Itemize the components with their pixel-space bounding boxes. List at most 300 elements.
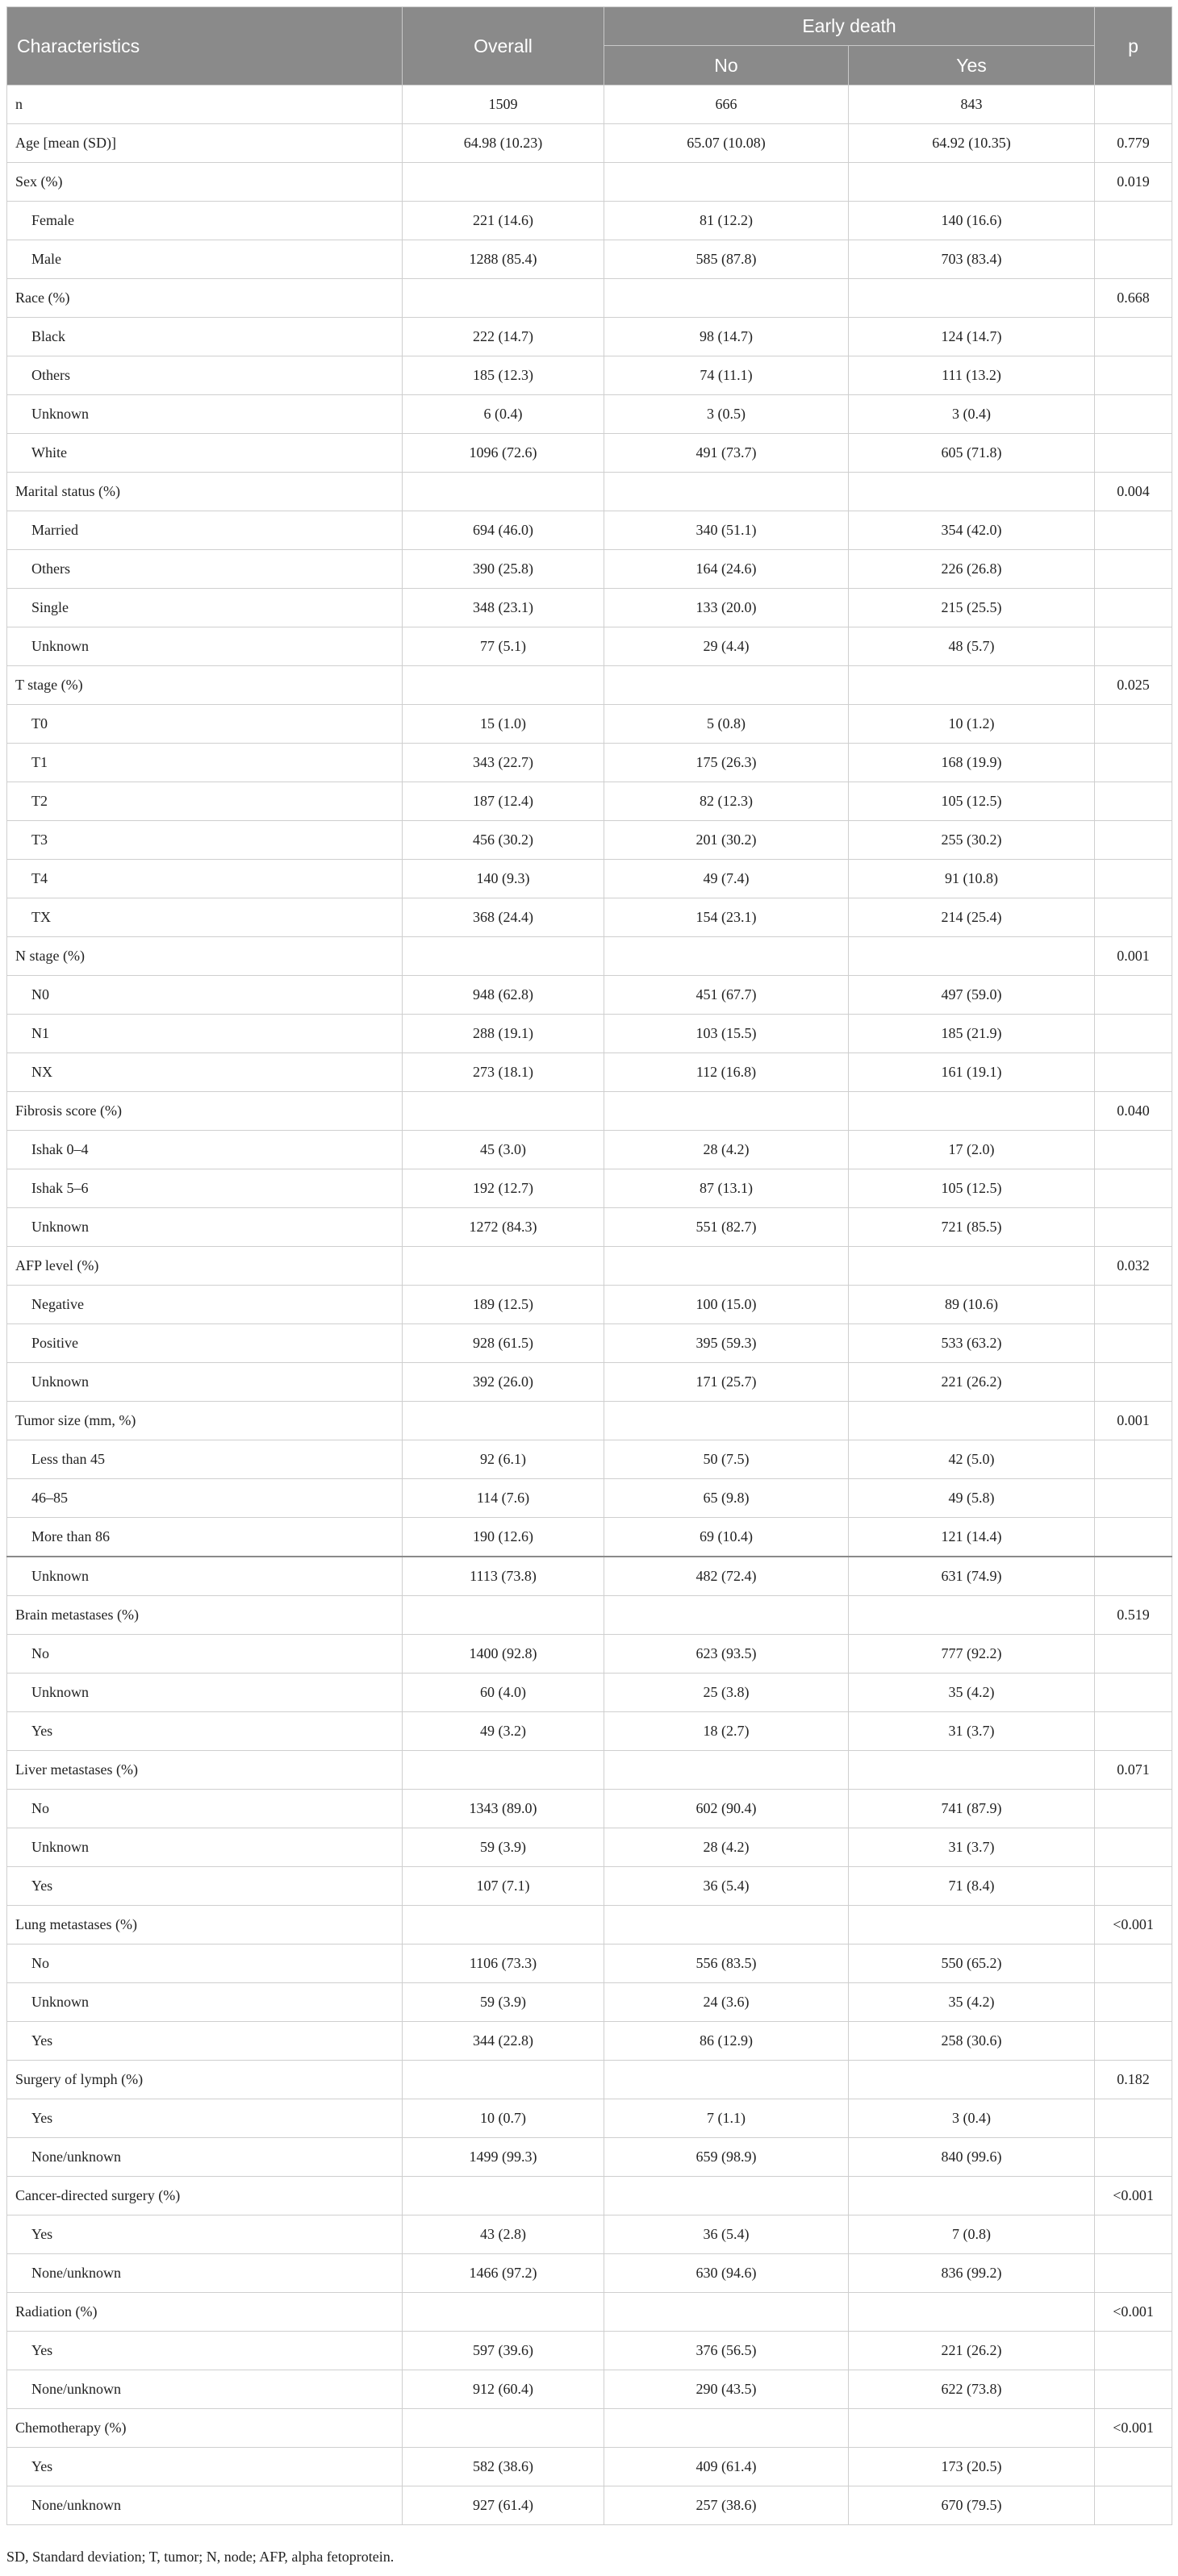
cell-yes: 3 (0.4) — [849, 2099, 1095, 2138]
cell-p — [1095, 821, 1172, 860]
cell-overall: 187 (12.4) — [403, 782, 604, 821]
row-label: Yes — [7, 2448, 403, 2486]
cell-no: 551 (82.7) — [604, 1208, 849, 1247]
cell-p — [1095, 782, 1172, 821]
cell-overall: 597 (39.6) — [403, 2332, 604, 2370]
cell-no: 556 (83.5) — [604, 1945, 849, 1983]
cell-yes — [849, 279, 1095, 318]
cell-no — [604, 1596, 849, 1635]
cell-no: 65 (9.8) — [604, 1479, 849, 1518]
cell-p: 0.001 — [1095, 1402, 1172, 1440]
cell-no: 81 (12.2) — [604, 202, 849, 240]
cell-overall — [403, 163, 604, 202]
cell-no — [604, 1247, 849, 1286]
cell-yes — [849, 937, 1095, 976]
cell-yes — [849, 1402, 1095, 1440]
cell-overall: 189 (12.5) — [403, 1286, 604, 1324]
cell-no: 3 (0.5) — [604, 395, 849, 434]
cell-no: 409 (61.4) — [604, 2448, 849, 2486]
cell-no: 25 (3.8) — [604, 1674, 849, 1712]
cell-no: 290 (43.5) — [604, 2370, 849, 2409]
cell-overall: 368 (24.4) — [403, 898, 604, 937]
cell-yes: 111 (13.2) — [849, 356, 1095, 395]
cell-no — [604, 666, 849, 705]
cell-overall: 1343 (89.0) — [403, 1790, 604, 1828]
cell-yes: 631 (74.9) — [849, 1557, 1095, 1596]
cell-no: 133 (20.0) — [604, 589, 849, 627]
row-label: Less than 45 — [7, 1440, 403, 1479]
cell-yes: 105 (12.5) — [849, 1169, 1095, 1208]
table-row — [7, 627, 1172, 666]
row-label: Ishak 0–4 — [7, 1131, 403, 1169]
cell-p — [1095, 1635, 1172, 1674]
cell-p — [1095, 2138, 1172, 2177]
row-label: Unknown — [7, 1983, 403, 2022]
cell-no: 340 (51.1) — [604, 511, 849, 550]
table-row — [7, 1092, 1172, 1131]
cell-yes — [849, 473, 1095, 511]
row-label: T stage (%) — [7, 666, 403, 705]
cell-p: 0.519 — [1095, 1596, 1172, 1635]
table-row — [7, 202, 1172, 240]
cell-overall: 343 (22.7) — [403, 744, 604, 782]
cell-yes — [849, 163, 1095, 202]
cell-no: 623 (93.5) — [604, 1635, 849, 1674]
table-row — [7, 1363, 1172, 1402]
row-label: None/unknown — [7, 2138, 403, 2177]
cell-yes: 226 (26.8) — [849, 550, 1095, 589]
table-row — [7, 1906, 1172, 1945]
table-row — [7, 744, 1172, 782]
cell-yes: 185 (21.9) — [849, 1015, 1095, 1053]
cell-no: 164 (24.6) — [604, 550, 849, 589]
cell-p — [1095, 1053, 1172, 1092]
cell-overall: 1096 (72.6) — [403, 434, 604, 473]
cell-p — [1095, 1363, 1172, 1402]
table-row — [7, 2061, 1172, 2099]
cell-p — [1095, 1479, 1172, 1518]
cell-p — [1095, 85, 1172, 124]
table-row — [7, 434, 1172, 473]
cell-p — [1095, 550, 1172, 589]
cell-overall: 185 (12.3) — [403, 356, 604, 395]
table-row — [7, 356, 1172, 395]
cell-yes: 721 (85.5) — [849, 1208, 1095, 1247]
cell-overall: 1499 (99.3) — [403, 2138, 604, 2177]
cell-overall: 221 (14.6) — [403, 202, 604, 240]
cell-no: 36 (5.4) — [604, 1867, 849, 1906]
row-label: No — [7, 1945, 403, 1983]
cell-no: 82 (12.3) — [604, 782, 849, 821]
cell-yes — [849, 666, 1095, 705]
cell-no: 7 (1.1) — [604, 2099, 849, 2138]
cell-p: <0.001 — [1095, 2293, 1172, 2332]
cell-overall: 1288 (85.4) — [403, 240, 604, 279]
cell-no: 29 (4.4) — [604, 627, 849, 666]
header-yes: Yes — [849, 46, 1095, 85]
cell-p — [1095, 589, 1172, 627]
row-label: T3 — [7, 821, 403, 860]
table-row — [7, 782, 1172, 821]
cell-p — [1095, 860, 1172, 898]
cell-overall: 392 (26.0) — [403, 1363, 604, 1402]
table-row — [7, 85, 1172, 124]
cell-yes: 258 (30.6) — [849, 2022, 1095, 2061]
row-label: Yes — [7, 1867, 403, 1906]
row-label: N0 — [7, 976, 403, 1015]
row-label: Unknown — [7, 1828, 403, 1867]
row-label: Positive — [7, 1324, 403, 1363]
cell-no — [604, 163, 849, 202]
cell-p — [1095, 1790, 1172, 1828]
table-row — [7, 1402, 1172, 1440]
cell-overall: 390 (25.8) — [403, 550, 604, 589]
cell-overall: 60 (4.0) — [403, 1674, 604, 1712]
cell-yes — [849, 1092, 1095, 1131]
cell-yes: 168 (19.9) — [849, 744, 1095, 782]
cell-yes: 10 (1.2) — [849, 705, 1095, 744]
row-label: None/unknown — [7, 2370, 403, 2409]
cell-overall: 140 (9.3) — [403, 860, 604, 898]
cell-overall — [403, 1751, 604, 1790]
cell-no: 376 (56.5) — [604, 2332, 849, 2370]
cell-yes: 121 (14.4) — [849, 1518, 1095, 1557]
cell-p — [1095, 705, 1172, 744]
table-row — [7, 2215, 1172, 2254]
table-row — [7, 1867, 1172, 1906]
cell-p — [1095, 1015, 1172, 1053]
table-row — [7, 666, 1172, 705]
row-label: Ishak 5–6 — [7, 1169, 403, 1208]
cell-no — [604, 1092, 849, 1131]
cell-no: 395 (59.3) — [604, 1324, 849, 1363]
cell-p — [1095, 1557, 1172, 1596]
cell-yes: 7 (0.8) — [849, 2215, 1095, 2254]
cell-no: 74 (11.1) — [604, 356, 849, 395]
row-label: N1 — [7, 1015, 403, 1053]
cell-no: 201 (30.2) — [604, 821, 849, 860]
row-label: Unknown — [7, 1674, 403, 1712]
cell-overall: 927 (61.4) — [403, 2486, 604, 2525]
row-label: N stage (%) — [7, 937, 403, 976]
table-row — [7, 1286, 1172, 1324]
cell-no: 112 (16.8) — [604, 1053, 849, 1092]
row-label: Unknown — [7, 1557, 403, 1596]
row-label: No — [7, 1635, 403, 1674]
cell-overall: 456 (30.2) — [403, 821, 604, 860]
header-p: p — [1095, 7, 1172, 85]
cell-no: 86 (12.9) — [604, 2022, 849, 2061]
row-label: Negative — [7, 1286, 403, 1324]
cell-overall: 1106 (73.3) — [403, 1945, 604, 1983]
cell-no: 482 (72.4) — [604, 1557, 849, 1596]
cell-p — [1095, 2215, 1172, 2254]
row-label: Marital status (%) — [7, 473, 403, 511]
table-row — [7, 2370, 1172, 2409]
cell-overall: 912 (60.4) — [403, 2370, 604, 2409]
cell-no: 491 (73.7) — [604, 434, 849, 473]
cell-yes: 777 (92.2) — [849, 1635, 1095, 1674]
row-label: T1 — [7, 744, 403, 782]
row-label: T2 — [7, 782, 403, 821]
cell-no: 28 (4.2) — [604, 1828, 849, 1867]
cell-yes: 91 (10.8) — [849, 860, 1095, 898]
cell-p — [1095, 1712, 1172, 1751]
row-label: Unknown — [7, 395, 403, 434]
table-row — [7, 550, 1172, 589]
cell-yes: 605 (71.8) — [849, 434, 1095, 473]
table-row — [7, 1945, 1172, 1983]
cell-yes: 533 (63.2) — [849, 1324, 1095, 1363]
cell-overall: 1400 (92.8) — [403, 1635, 604, 1674]
cell-overall: 190 (12.6) — [403, 1518, 604, 1557]
cell-overall: 344 (22.8) — [403, 2022, 604, 2061]
cell-p — [1095, 2448, 1172, 2486]
cell-overall — [403, 1906, 604, 1945]
cell-p — [1095, 976, 1172, 1015]
cell-p — [1095, 1131, 1172, 1169]
row-label: Sex (%) — [7, 163, 403, 202]
cell-p — [1095, 1828, 1172, 1867]
cell-no: 50 (7.5) — [604, 1440, 849, 1479]
cell-yes — [849, 1247, 1095, 1286]
header-early-death: Early death — [604, 7, 1095, 46]
row-label: NX — [7, 1053, 403, 1092]
cell-no — [604, 2061, 849, 2099]
cell-no: 154 (23.1) — [604, 898, 849, 937]
table-row — [7, 2448, 1172, 2486]
cell-overall: 43 (2.8) — [403, 2215, 604, 2254]
table-header — [7, 7, 1172, 85]
cell-overall: 288 (19.1) — [403, 1015, 604, 1053]
row-label: Fibrosis score (%) — [7, 1092, 403, 1131]
cell-overall: 1466 (97.2) — [403, 2254, 604, 2293]
cell-overall: 6 (0.4) — [403, 395, 604, 434]
cell-yes: 105 (12.5) — [849, 782, 1095, 821]
table-row — [7, 2332, 1172, 2370]
table-row — [7, 279, 1172, 318]
cell-overall: 348 (23.1) — [403, 589, 604, 627]
cell-overall — [403, 666, 604, 705]
table-row — [7, 1440, 1172, 1479]
cell-p — [1095, 1286, 1172, 1324]
table-row — [7, 860, 1172, 898]
cell-no: 171 (25.7) — [604, 1363, 849, 1402]
cell-overall — [403, 1596, 604, 1635]
cell-yes: 35 (4.2) — [849, 1983, 1095, 2022]
cell-no — [604, 473, 849, 511]
cell-yes — [849, 2409, 1095, 2448]
cell-p: 0.019 — [1095, 163, 1172, 202]
cell-yes — [849, 1596, 1095, 1635]
cell-yes: 48 (5.7) — [849, 627, 1095, 666]
table-row — [7, 705, 1172, 744]
cell-p — [1095, 744, 1172, 782]
cell-overall: 1113 (73.8) — [403, 1557, 604, 1596]
cell-overall — [403, 279, 604, 318]
table-row — [7, 2138, 1172, 2177]
cell-overall: 273 (18.1) — [403, 1053, 604, 1092]
cell-no — [604, 1751, 849, 1790]
cell-p — [1095, 1674, 1172, 1712]
row-label: Race (%) — [7, 279, 403, 318]
cell-yes: 71 (8.4) — [849, 1867, 1095, 1906]
cell-overall: 694 (46.0) — [403, 511, 604, 550]
cell-no — [604, 279, 849, 318]
table-row — [7, 395, 1172, 434]
cell-yes: 215 (25.5) — [849, 589, 1095, 627]
table-row — [7, 1828, 1172, 1867]
table-row — [7, 163, 1172, 202]
table-row — [7, 821, 1172, 860]
cell-yes: 836 (99.2) — [849, 2254, 1095, 2293]
cell-no — [604, 1402, 849, 1440]
table-row — [7, 2293, 1172, 2332]
table-row — [7, 1790, 1172, 1828]
row-label: None/unknown — [7, 2254, 403, 2293]
cell-overall — [403, 2293, 604, 2332]
cell-yes — [849, 1751, 1095, 1790]
cell-yes: 221 (26.2) — [849, 2332, 1095, 2370]
row-label: No — [7, 1790, 403, 1828]
table-row — [7, 1596, 1172, 1635]
table-container — [6, 6, 1172, 2525]
row-label: T0 — [7, 705, 403, 744]
cell-overall — [403, 937, 604, 976]
cell-p: 0.182 — [1095, 2061, 1172, 2099]
cell-yes: 497 (59.0) — [849, 976, 1095, 1015]
cell-yes: 89 (10.6) — [849, 1286, 1095, 1324]
table-row — [7, 1983, 1172, 2022]
cell-yes: 31 (3.7) — [849, 1712, 1095, 1751]
cell-no: 666 — [604, 85, 849, 124]
table-row — [7, 2177, 1172, 2215]
cell-p — [1095, 240, 1172, 279]
cell-no: 65.07 (10.08) — [604, 124, 849, 163]
cell-p — [1095, 898, 1172, 937]
cell-yes: 255 (30.2) — [849, 821, 1095, 860]
row-label: AFP level (%) — [7, 1247, 403, 1286]
cell-p — [1095, 434, 1172, 473]
cell-no: 103 (15.5) — [604, 1015, 849, 1053]
row-label: Unknown — [7, 627, 403, 666]
cell-overall: 59 (3.9) — [403, 1828, 604, 1867]
cell-p — [1095, 1945, 1172, 1983]
row-label: Yes — [7, 1712, 403, 1751]
table-row — [7, 124, 1172, 163]
table-row — [7, 1169, 1172, 1208]
row-label: Married — [7, 511, 403, 550]
header-overall: Overall — [403, 7, 604, 85]
cell-p: 0.071 — [1095, 1751, 1172, 1790]
cell-no: 28 (4.2) — [604, 1131, 849, 1169]
row-label: Liver metastases (%) — [7, 1751, 403, 1790]
cell-overall: 222 (14.7) — [403, 318, 604, 356]
cell-overall: 1272 (84.3) — [403, 1208, 604, 1247]
row-label: Yes — [7, 2215, 403, 2254]
cell-no: 24 (3.6) — [604, 1983, 849, 2022]
cell-overall: 10 (0.7) — [403, 2099, 604, 2138]
table-row — [7, 898, 1172, 937]
table-row — [7, 1751, 1172, 1790]
cell-p — [1095, 2099, 1172, 2138]
row-label: Unknown — [7, 1363, 403, 1402]
cell-yes — [849, 2061, 1095, 2099]
table-row — [7, 240, 1172, 279]
cell-p — [1095, 1867, 1172, 1906]
cell-p — [1095, 2332, 1172, 2370]
cell-overall: 192 (12.7) — [403, 1169, 604, 1208]
cell-overall: 948 (62.8) — [403, 976, 604, 1015]
cell-no: 451 (67.7) — [604, 976, 849, 1015]
cell-yes: 840 (99.6) — [849, 2138, 1095, 2177]
cell-no: 36 (5.4) — [604, 2215, 849, 2254]
cell-overall — [403, 1247, 604, 1286]
row-label: Age [mean (SD)] — [7, 124, 403, 163]
cell-no: 630 (94.6) — [604, 2254, 849, 2293]
cell-p — [1095, 318, 1172, 356]
cell-p — [1095, 627, 1172, 666]
cell-p: 0.040 — [1095, 1092, 1172, 1131]
cell-no: 69 (10.4) — [604, 1518, 849, 1557]
cell-no — [604, 1906, 849, 1945]
row-label: Surgery of lymph (%) — [7, 2061, 403, 2099]
table-row — [7, 1208, 1172, 1247]
cell-overall: 92 (6.1) — [403, 1440, 604, 1479]
cell-p — [1095, 2486, 1172, 2525]
cell-overall: 582 (38.6) — [403, 2448, 604, 2486]
table-row — [7, 589, 1172, 627]
cell-p — [1095, 2370, 1172, 2409]
table-row — [7, 1635, 1172, 1674]
cell-yes: 140 (16.6) — [849, 202, 1095, 240]
row-label: None/unknown — [7, 2486, 403, 2525]
cell-yes: 173 (20.5) — [849, 2448, 1095, 2486]
cell-p: 0.779 — [1095, 124, 1172, 163]
table-row — [7, 473, 1172, 511]
cell-no — [604, 937, 849, 976]
cell-overall: 1509 — [403, 85, 604, 124]
cell-no: 585 (87.8) — [604, 240, 849, 279]
cell-p: 0.001 — [1095, 937, 1172, 976]
cell-yes — [849, 2293, 1095, 2332]
row-label: TX — [7, 898, 403, 937]
cell-overall — [403, 2061, 604, 2099]
cell-p — [1095, 356, 1172, 395]
row-label: More than 86 — [7, 1518, 403, 1557]
cell-overall — [403, 473, 604, 511]
table-row — [7, 1247, 1172, 1286]
cell-p — [1095, 2254, 1172, 2293]
table-row — [7, 976, 1172, 1015]
table-row — [7, 2254, 1172, 2293]
cell-p: <0.001 — [1095, 2409, 1172, 2448]
cell-no: 18 (2.7) — [604, 1712, 849, 1751]
table-row — [7, 1479, 1172, 1518]
row-label: White — [7, 434, 403, 473]
cell-yes — [849, 2177, 1095, 2215]
row-label: Tumor size (mm, %) — [7, 1402, 403, 1440]
cell-no: 87 (13.1) — [604, 1169, 849, 1208]
cell-yes: 161 (19.1) — [849, 1053, 1095, 1092]
table-row — [7, 2022, 1172, 2061]
cell-yes: 741 (87.9) — [849, 1790, 1095, 1828]
cell-yes: 124 (14.7) — [849, 318, 1095, 356]
table-row — [7, 2099, 1172, 2138]
header-characteristics: Characteristics — [7, 7, 403, 85]
cell-yes: 49 (5.8) — [849, 1479, 1095, 1518]
cell-p: <0.001 — [1095, 1906, 1172, 1945]
